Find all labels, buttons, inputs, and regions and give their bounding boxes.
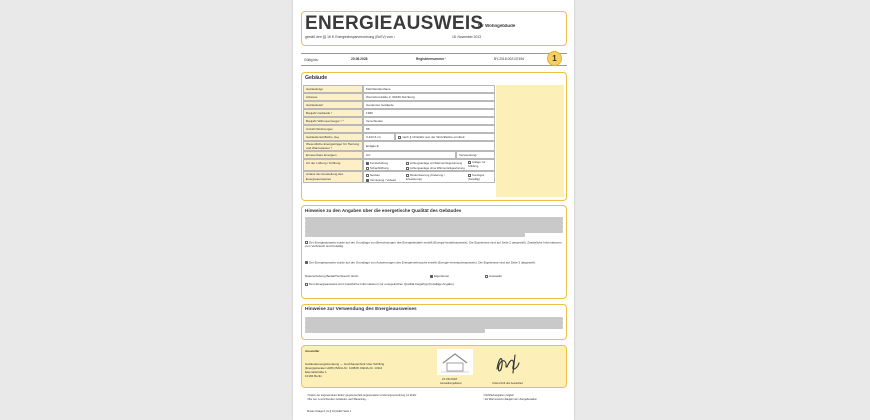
occasion-options: Neubau Vermietung / Verkauf Modernisierung (Änderung / Erweiterung) Sonstiges (freiwillig): [363, 171, 495, 183]
value-apartments: 88: [363, 125, 495, 133]
label-occasion: Anlass der Ausstellung des Energieausweises: [303, 171, 363, 183]
building-section-title: Gebäude: [305, 75, 328, 81]
label-building-type: Gebäudetyp: [303, 85, 363, 93]
page-subtitle: für Wohngebäude: [478, 24, 516, 28]
floor-area-checkbox[interactable]: [398, 136, 401, 139]
data-collection-label: Datenerhebung Bedarf/Verbrauch durch:: [305, 274, 360, 278]
value-address: Wernitzerstraße 2, 90439 Nürnberg: [363, 93, 495, 101]
issuer-logo: [437, 349, 473, 375]
value-renewables-usage: Verwendung:: [456, 151, 495, 159]
header-frame: [301, 11, 567, 46]
issuer-line-4: 10184 Berlin: [305, 374, 322, 378]
note-consumption-certificate: Der Energieausweis wurde auf der Grundlage von Auswertungen des Energieverbrauchs erstellt (Energie-verbrauchsausweis). Die Ergebnisse sind auf Seite 3 dargestellt.: [305, 261, 563, 265]
label-building-part: Gebäudeteil: [303, 101, 363, 109]
valid-until-value: 20.08.2028: [351, 57, 368, 61]
value-construction-year: 1960: [363, 109, 495, 117]
label-heater-year: Baujahr Wärmeerzeuger ³ ⁴: [303, 117, 363, 125]
validity-row: [301, 53, 567, 66]
value-building-part: Gesamtes Gebäude: [363, 101, 495, 109]
regulation-date: 18. November 2013: [452, 35, 481, 39]
quality-notes-section: [301, 205, 567, 299]
label-renewables: Erneuerbare Energien: [303, 151, 363, 159]
checkbox-owner[interactable]: [430, 275, 433, 278]
page-number: 1: [552, 54, 557, 63]
page-number-badge: [547, 51, 562, 66]
usage-notes-title: Hinweise zur Verwendung des Energieausweises: [305, 307, 417, 312]
footnote-right-2: ⁴ bei Wärmenetzen Baujahr der Übergabestation: [483, 398, 538, 401]
label-construction-year: Baujahr Gebäude ³: [303, 109, 363, 117]
checkbox-consumption-certificate[interactable]: [305, 261, 308, 264]
issuer-line-3: Eisenaltstraße 1: [305, 370, 327, 374]
value-building-type: Mehrfamilienhaus: [363, 85, 495, 93]
energy-certificate-page: [293, 0, 574, 420]
value-floor-area: 3.443,6 m²: [363, 133, 395, 141]
data-collection-issuer: Aussteller: [485, 274, 502, 278]
issuer-line-2: (Energieberater HWK) BAFA-Nr. 110848, DENA-Nr. 13114: [305, 366, 383, 370]
handwritten-signature: [485, 349, 533, 379]
valid-until-label: Gültig bis:: [304, 58, 319, 62]
checkbox-window-ventilation[interactable]: [366, 162, 369, 165]
value-energy-carrier: Erdgas E: [363, 141, 495, 151]
label-energy-carrier: Wesentliche Energieträger für Heizung und Warmwasser ³: [303, 141, 363, 151]
issue-date-label: Ausstellungsdatum: [440, 382, 462, 385]
value-heater-year: Verschieden: [363, 117, 495, 125]
house-logo-icon: [437, 349, 473, 375]
data-collection-owner: Eigentümer: [430, 274, 449, 278]
footnote-right-1: ³ Mehrfachangaben möglich: [483, 394, 514, 397]
checkbox-shaft-ventilation[interactable]: [366, 167, 369, 170]
regulation-text: gemäß den §§ 16 ff. Energieeinsparverordnung (EnEV) vom ¹: [305, 35, 395, 39]
registration-number: BY-2018-002137494: [494, 57, 525, 61]
checkbox-issuer[interactable]: [485, 275, 488, 278]
form-reference: Muster Anlage 6 (zu § 16) EnEV Seite 1: [307, 410, 352, 413]
checkbox-heat-recovery[interactable]: [406, 162, 409, 165]
ventilation-options: Fensterlüftung Schachtlüftung Lüftungsanlage mit Wärmerückgewinnung Lüftungsanlage ohne Wärmerückgewinnung Anlage zur Kühlung: [363, 159, 495, 171]
building-photo-panel: [496, 85, 564, 197]
label-apartments: Anzahl Wohnungen: [303, 125, 363, 133]
signature-label: Unterschrift des Ausstellers: [492, 382, 524, 385]
label-ventilation: Art der Lüftung / Kühlung: [303, 159, 363, 171]
signature-box: [485, 349, 533, 379]
checkbox-attachment[interactable]: [305, 283, 308, 286]
usage-notes-section: [301, 304, 567, 340]
registration-label: Registriernummer ²: [416, 57, 447, 61]
footnote-left-2: ² Bei neu zu errichtenden Gebäuden nach Bauantrag ...: [307, 398, 369, 401]
value-renewables-type: Art:: [363, 151, 456, 159]
footnote-left-1: ¹ Datum der angewendeten EnEV, gegebenenfalls angewendeten Änderungsverordnung zur EnEV: [307, 394, 417, 397]
issuer-heading: Aussteller: [305, 349, 320, 353]
note-demand-certificate: Der Energieausweis wurde auf der Grundlage von Berechnungen des Energiebedarfs erstellt (Energie-bedarfsausweis). Die Ergebnisse sind auf Seite 2 dargestellt. Zusätzliche Informationen zum Verbrauch sind freiwillig.: [305, 241, 562, 249]
building-section: [301, 72, 567, 201]
issuer-line-1: Gebäudeenergieberatung — Hochbautechnik Uwe Schilling: [305, 362, 385, 366]
label-floor-area: Gebäudenutzfläche (Aₙ): [303, 133, 363, 141]
floor-area-note: nach § 19 EnEV aus der Wohnfläche ermittelt: [395, 133, 495, 141]
page-title: ENERGIEAUSWEIS: [305, 13, 484, 34]
checkbox-rent-sale[interactable]: [366, 179, 369, 182]
checkbox-new-building[interactable]: [366, 174, 369, 177]
checkbox-no-heat-recovery[interactable]: [406, 167, 409, 170]
label-address: Adresse: [303, 93, 363, 101]
issue-date: 21.08.2018: [442, 377, 458, 381]
attachment-note: Dem Energieausweis sind zusätzliche Informationen zur energetischen Qualität beigefügt (freiwillige Angabe).: [305, 282, 455, 286]
quality-notes-title: Hinweise zu den Angaben über die energetische Qualität des Gebäudes: [305, 208, 462, 213]
issuer-section: [301, 345, 567, 388]
